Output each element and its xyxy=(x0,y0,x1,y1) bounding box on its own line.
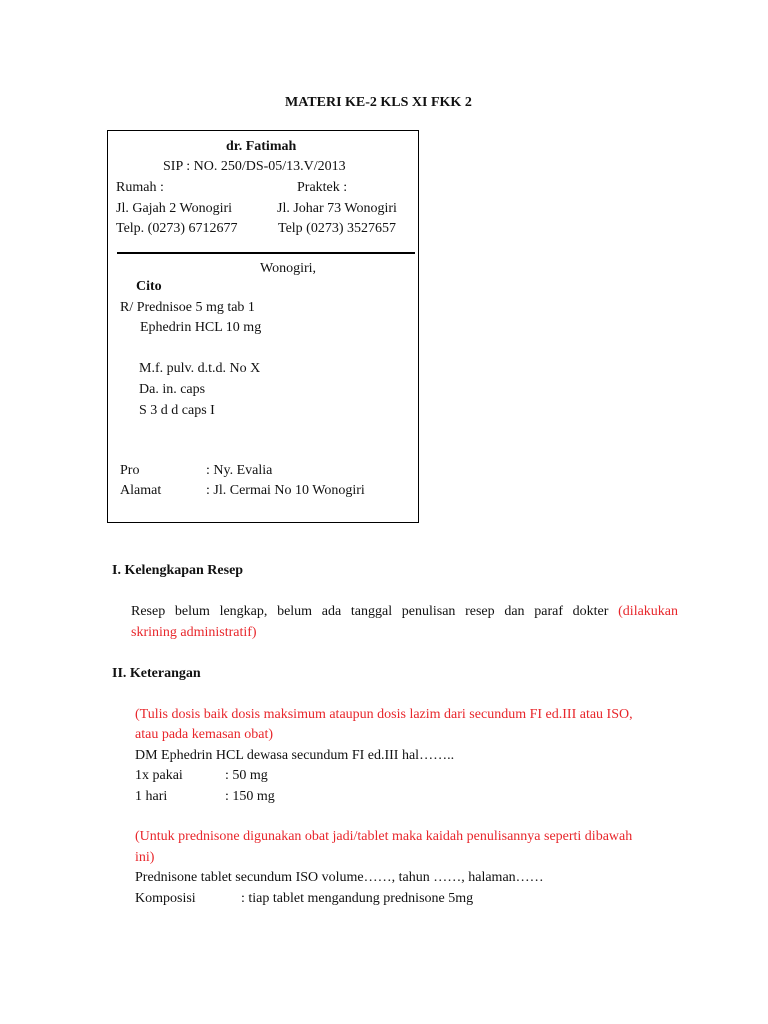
praktek-phone: Telp (0273) 3527657 xyxy=(278,221,397,236)
alamat-value: : Jl. Cermai No 10 Wonogiri xyxy=(206,483,365,498)
pakai-value: : 50 mg xyxy=(225,768,268,783)
pro-value: : Ny. Evalia xyxy=(206,463,273,478)
dose-note-line-2: atau pada kemasan obat) xyxy=(135,727,273,742)
prednisone-note-line-1: (Untuk prednisone digunakan obat jadi/tablet maka kaidah penulisannya seperti dibawah xyxy=(135,829,633,844)
section-heading-kelengkapan: I. Kelengkapan Resep xyxy=(112,563,244,578)
praktek-label: Praktek : xyxy=(297,180,348,195)
komposisi-value: : tiap tablet mengandung prednisone 5mg xyxy=(241,891,474,906)
prednisone-note-line-2: ini) xyxy=(135,850,155,865)
doctor-name: dr. Fatimah xyxy=(226,139,297,154)
cito-label: Cito xyxy=(136,279,162,294)
rumah-phone: Telp. (0273) 6712677 xyxy=(116,221,238,236)
instruction-line: S 3 d d caps I xyxy=(139,403,215,418)
instruction-line: Da. in. caps xyxy=(139,382,206,397)
recipe-line-2: Ephedrin HCL 10 mg xyxy=(140,320,262,335)
page-title: MATERI KE-2 KLS XI FKK 2 xyxy=(285,95,472,110)
rumah-label: Rumah : xyxy=(116,180,164,195)
hari-label: 1 hari xyxy=(135,789,168,804)
komposisi-label: Komposisi xyxy=(135,891,196,906)
alamat-label: Alamat xyxy=(120,483,162,498)
hari-value: : 150 mg xyxy=(225,789,275,804)
city-date: Wonogiri, xyxy=(260,261,317,276)
section-heading-keterangan: II. Keterangan xyxy=(112,666,201,681)
dm-line: DM Ephedrin HCL dewasa secundum FI ed.III hal…….. xyxy=(135,748,455,763)
pakai-label: 1x pakai xyxy=(135,768,183,783)
section1-red-note: skrining administratif) xyxy=(131,625,257,640)
prednisone-line: Prednisone tablet secundum ISO volume……, tahun ……, halaman…… xyxy=(135,870,544,885)
instruction-line: M.f. pulv. d.t.d. No X xyxy=(139,361,261,376)
recipe-line-1: R/ Prednisoe 5 mg tab 1 xyxy=(120,300,255,315)
header-divider xyxy=(117,252,415,254)
praktek-address: Jl. Johar 73 Wonogiri xyxy=(277,201,397,216)
section1-text-line: Resep belum lengkap, belum ada tanggal penulisan resep dan paraf dokter (dilakukan xyxy=(131,604,679,619)
rumah-address: Jl. Gajah 2 Wonogiri xyxy=(116,201,233,216)
sip-number: SIP : NO. 250/DS-05/13.V/2013 xyxy=(163,159,346,174)
pro-label: Pro xyxy=(120,463,140,478)
dose-note-line-1: (Tulis dosis baik dosis maksimum ataupun dosis lazim dari secundum FI ed.III atau ISO, xyxy=(135,707,633,722)
